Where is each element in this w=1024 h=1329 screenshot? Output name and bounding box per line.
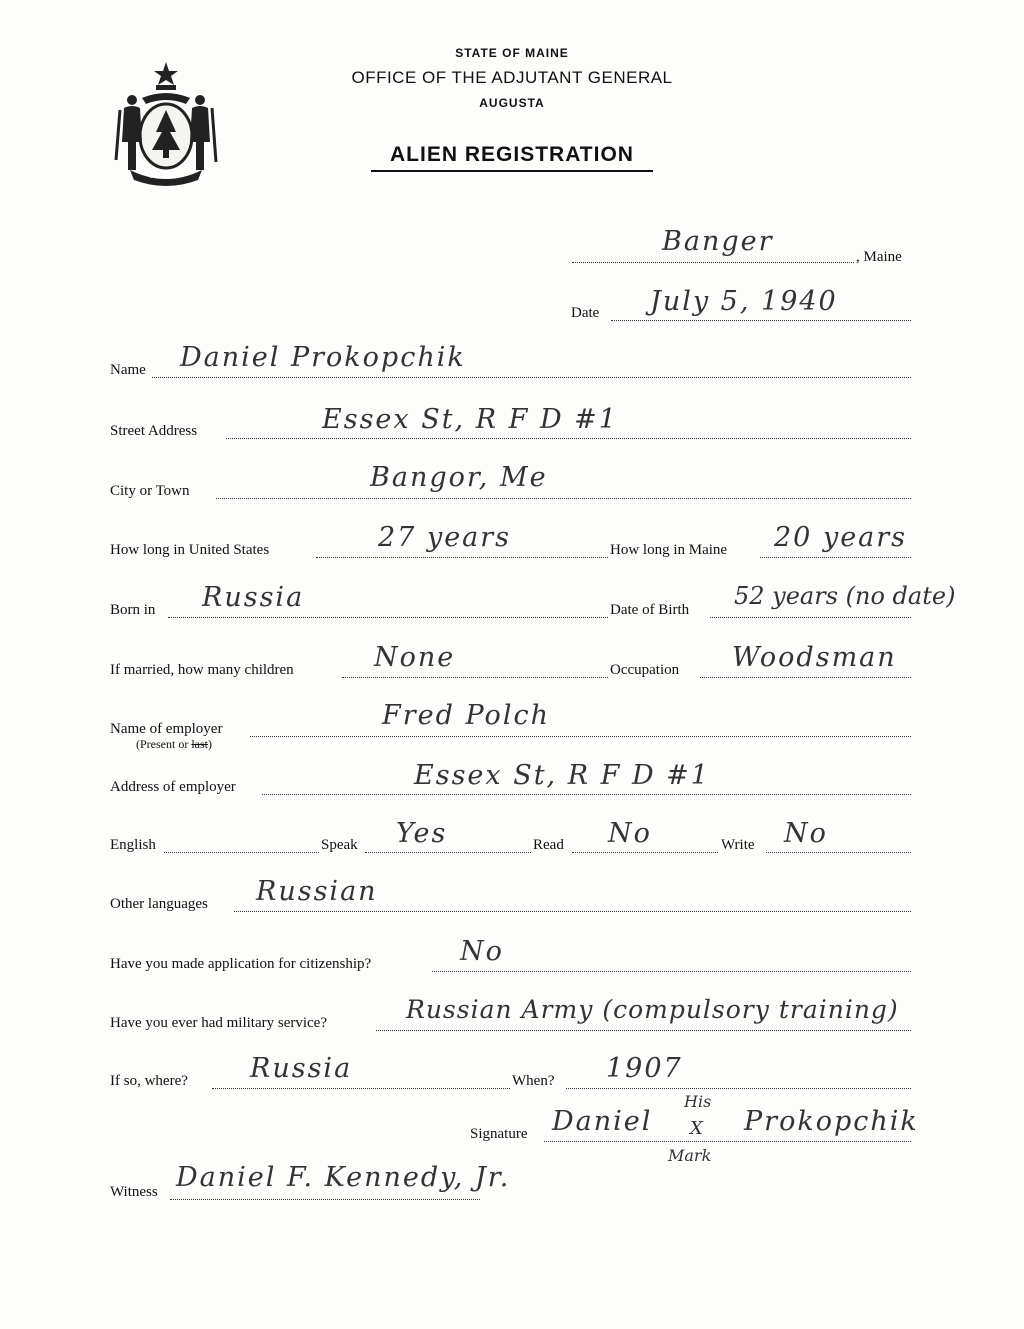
employer-name-value: Fred Polch (382, 700, 550, 731)
city-town-line (216, 498, 911, 499)
english-line (164, 852, 319, 853)
citizenship-label: Have you made application for citizenship? (110, 956, 372, 972)
date-line (611, 320, 911, 321)
signature-label: Signature (470, 1126, 528, 1142)
street-address-value: Essex St, R F D #1 (322, 404, 618, 435)
witness-line (170, 1199, 480, 1200)
employer-address-value: Essex St, R F D #1 (414, 760, 710, 791)
read-line (572, 852, 718, 853)
children-label: If married, how many children (110, 662, 294, 678)
city-town-value: Bangor, Me (370, 462, 548, 493)
employer-name-line (250, 736, 911, 737)
name-line (152, 377, 911, 378)
maine-label: , Maine (856, 249, 902, 265)
occupation-line (700, 677, 911, 678)
military-value: Russian Army (compulsory training) (406, 995, 899, 1024)
speak-value: Yes (396, 818, 448, 849)
city-header-value: Banger (662, 226, 774, 257)
employer-name-label: Name of employer (110, 721, 223, 737)
employer-note-a: (Present or (136, 737, 192, 751)
born-in-line (168, 617, 608, 618)
how-long-maine-value: 20 years (774, 522, 908, 553)
how-long-us-line (316, 557, 608, 558)
title-underline (371, 170, 653, 172)
city-town-label: City or Town (110, 483, 190, 499)
citizenship-value: No (460, 936, 504, 967)
children-line (342, 677, 608, 678)
when-line (566, 1088, 911, 1089)
header-state: STATE OF MAINE (455, 46, 569, 60)
employer-note (136, 737, 212, 752)
name-label: Name (110, 362, 146, 378)
employer-note-c: ) (208, 737, 212, 751)
signature-his: His (684, 1092, 712, 1111)
seal-label: MAINE (150, 170, 179, 180)
english-label: English (110, 837, 156, 853)
witness-label: Witness (110, 1184, 158, 1200)
state-seal-icon (112, 58, 220, 188)
when-label: When? (512, 1073, 555, 1089)
write-line (766, 852, 911, 853)
children-value: None (374, 642, 456, 673)
signature-mark: Mark (668, 1146, 712, 1165)
military-line (376, 1030, 911, 1031)
military-label: Have you ever had military service? (110, 1015, 327, 1031)
speak-line (365, 852, 531, 853)
how-long-us-label: How long in United States (110, 542, 270, 558)
other-languages-label: Other languages (110, 896, 208, 912)
signature-line (544, 1141, 911, 1142)
date-label: Date (571, 305, 600, 321)
occupation-label: Occupation (610, 662, 680, 678)
other-languages-value: Russian (256, 876, 378, 907)
where-value: Russia (250, 1053, 353, 1084)
born-in-value: Russia (202, 582, 305, 613)
read-label: Read (533, 837, 564, 853)
date-of-birth-label: Date of Birth (610, 602, 690, 618)
employer-address-line (262, 794, 911, 795)
when-value: 1907 (606, 1053, 683, 1084)
how-long-maine-label: How long in Maine (610, 542, 728, 558)
citizenship-line (432, 971, 911, 972)
if-so-where-line (212, 1088, 510, 1089)
other-languages-line (234, 911, 911, 912)
witness-value: Daniel F. Kennedy, Jr. (176, 1162, 511, 1193)
header-city: AUGUSTA (479, 96, 545, 110)
write-value: No (784, 818, 828, 849)
date-of-birth-line (710, 617, 911, 618)
date-value: July 5, 1940 (650, 286, 838, 317)
signature-x: X (690, 1118, 703, 1139)
employer-note-struck: last (191, 737, 208, 751)
born-in-label: Born in (110, 602, 156, 618)
name-value: Daniel Prokopchik (180, 342, 466, 373)
signature-first-name: Daniel (552, 1106, 653, 1137)
street-address-line (226, 438, 911, 439)
write-label: Write (721, 837, 755, 853)
how-long-us-value: 27 years (378, 522, 512, 553)
signature-last-name: Prokopchik (744, 1106, 919, 1137)
date-of-birth-value: 52 years (no date) (734, 582, 956, 610)
speak-label: Speak (321, 837, 358, 853)
employer-address-label: Address of employer (110, 779, 236, 795)
how-long-maine-line (760, 557, 911, 558)
street-address-label: Street Address (110, 423, 198, 439)
occupation-value: Woodsman (732, 642, 897, 673)
read-value: No (608, 818, 652, 849)
header-office: OFFICE OF THE ADJUTANT GENERAL (351, 68, 673, 87)
if-so-where-label: If so, where? (110, 1073, 188, 1089)
form-title: ALIEN REGISTRATION (390, 143, 634, 166)
city-header-line (572, 262, 854, 263)
